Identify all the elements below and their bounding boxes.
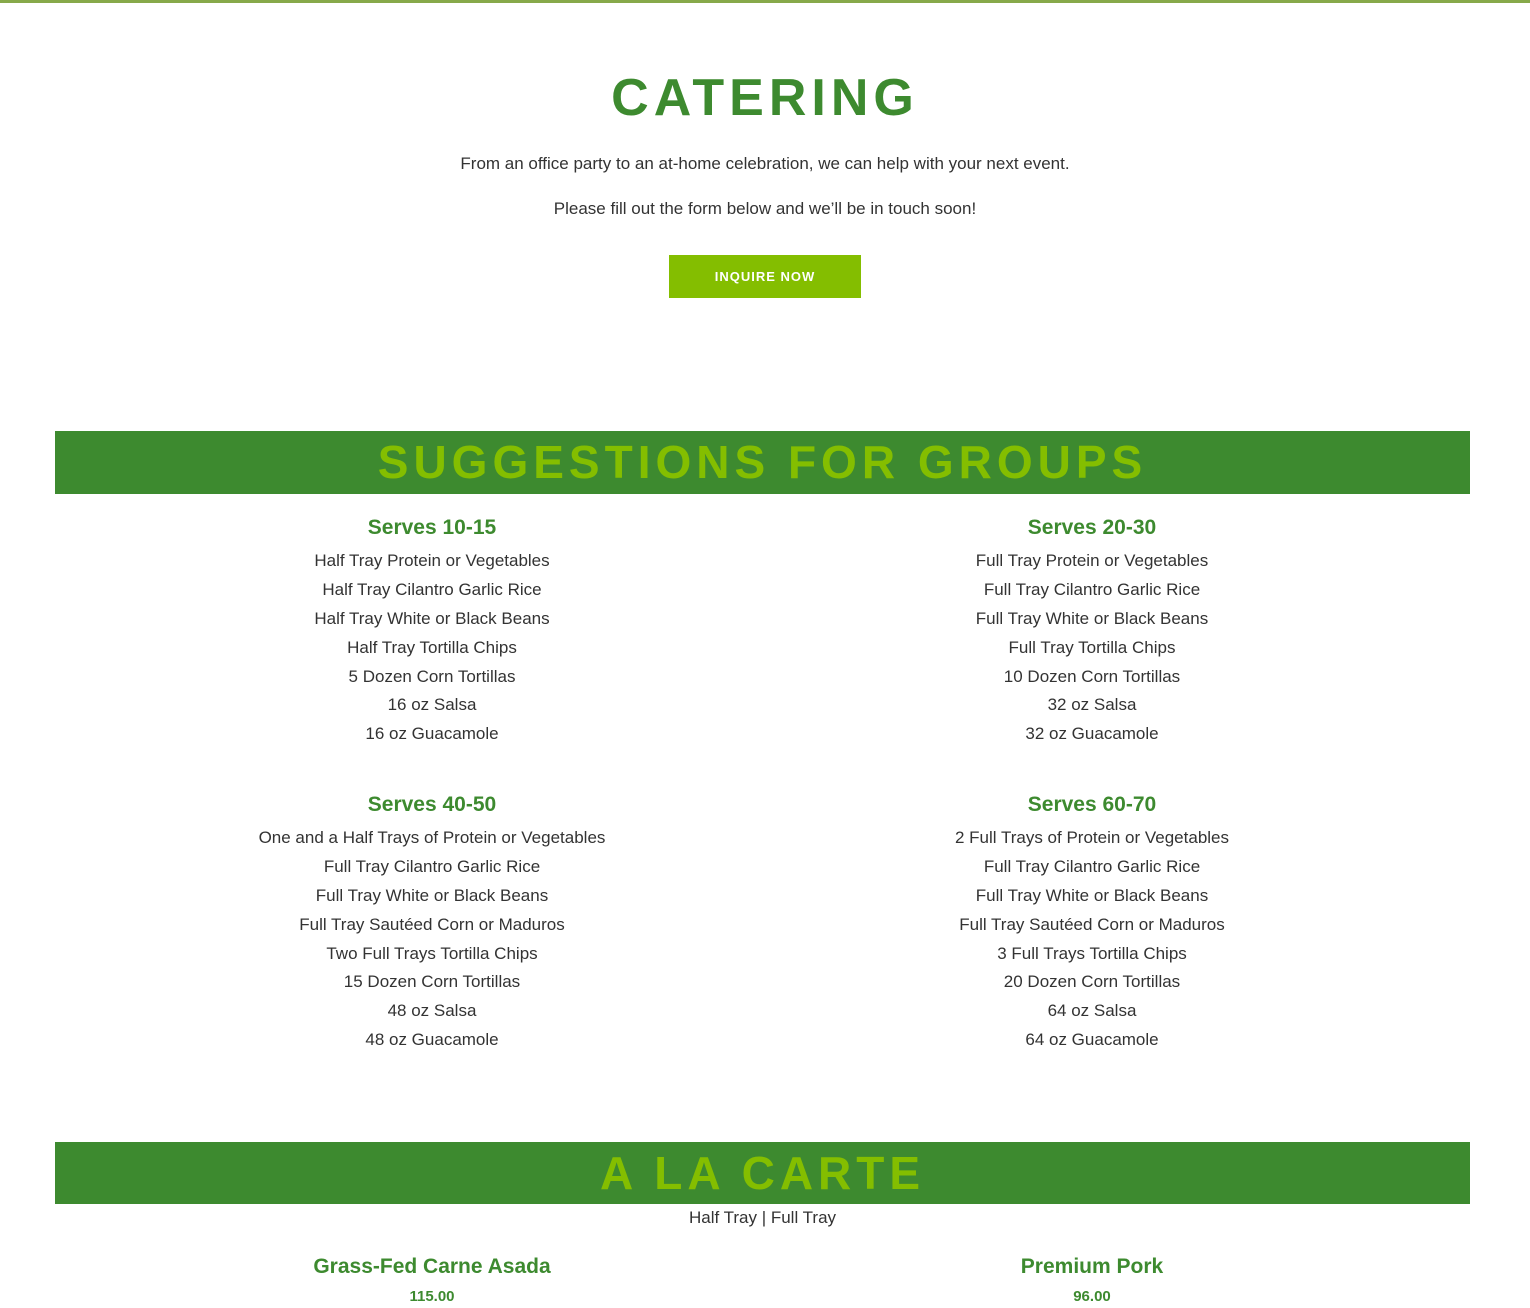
- group-title: Serves 20-30: [1027, 516, 1157, 539]
- group-title: Serves 10-15: [367, 516, 497, 539]
- a-la-carte-section-banner: [55, 1142, 1470, 1204]
- group-serves-10-15: [102, 515, 762, 749]
- group-title: Serves 40-50: [367, 793, 497, 816]
- a-la-carte-section-title: A LA CARTE: [599, 1147, 926, 1199]
- list-item: Half Tray Cilantro Garlic Rice: [322, 579, 542, 599]
- list-item: Full Tray Cilantro Garlic Rice: [983, 856, 1201, 876]
- top-divider: [0, 0, 1530, 3]
- list-item: Half Tray White or Black Beans: [314, 608, 550, 628]
- menu-item-carne-asada: [102, 1254, 762, 1308]
- list-item: Full Tray White or Black Beans: [315, 885, 549, 905]
- list-item: 48 oz Salsa: [387, 1001, 477, 1021]
- list-item: 32 oz Guacamole: [1025, 724, 1159, 744]
- list-item: 16 oz Guacamole: [365, 724, 499, 744]
- groups-section-title: SUGGESTIONS FOR GROUPS: [377, 436, 1148, 488]
- list-item: 64 oz Guacamole: [1025, 1030, 1159, 1050]
- list-item: Full Tray White or Black Beans: [975, 885, 1209, 905]
- list-item: Full Tray White or Black Beans: [975, 608, 1209, 628]
- group-item-list: [102, 547, 762, 749]
- list-item: Half Tray Protein or Vegetables: [314, 551, 550, 570]
- list-item: Half Tray Tortilla Chips: [347, 637, 517, 657]
- list-item: 5 Dozen Corn Tortillas: [348, 666, 516, 686]
- list-item: 3 Full Trays Tortilla Chips: [997, 943, 1187, 963]
- form-prompt-text: Please fill out the form below and we’ll be in touch soon!: [553, 199, 977, 218]
- intro-text: From an office party to an at-home celebration, we can help with your next event.: [460, 154, 1070, 173]
- page-title: CATERING: [611, 69, 919, 127]
- list-item: Full Tray Sautéed Corn or Maduros: [299, 914, 565, 934]
- group-serves-40-50: [102, 792, 762, 1055]
- menu-item-name: Grass-Fed Carne Asada: [313, 1255, 551, 1278]
- group-item-list: [762, 547, 1422, 749]
- list-item: 16 oz Salsa: [387, 695, 477, 715]
- list-item: Full Tray Sautéed Corn or Maduros: [959, 914, 1225, 934]
- list-item: Full Tray Cilantro Garlic Rice: [323, 856, 541, 876]
- list-item: 2 Full Trays of Protein or Vegetables: [954, 828, 1230, 847]
- list-item: 32 oz Salsa: [1047, 695, 1137, 715]
- group-serves-20-30: [762, 515, 1422, 749]
- menu-item-price: 115.00: [409, 1288, 455, 1305]
- group-item-list: [102, 824, 762, 1055]
- group-serves-60-70: [762, 792, 1422, 1055]
- list-item: Full Tray Tortilla Chips: [1008, 637, 1176, 657]
- group-title: Serves 60-70: [1027, 793, 1157, 816]
- list-item: Two Full Trays Tortilla Chips: [326, 943, 538, 963]
- list-item: 10 Dozen Corn Tortillas: [1003, 666, 1181, 686]
- list-item: 64 oz Salsa: [1047, 1001, 1137, 1021]
- group-item-list: [762, 824, 1422, 1055]
- inquire-now-button[interactable]: INQUIRE NOW: [669, 255, 861, 298]
- menu-item-price: 96.00: [1073, 1288, 1111, 1305]
- list-item: 20 Dozen Corn Tortillas: [1003, 972, 1181, 992]
- list-item: Full Tray Protein or Vegetables: [975, 551, 1209, 570]
- groups-section-banner: [55, 431, 1470, 494]
- list-item: One and a Half Trays of Protein or Vegetables: [258, 828, 606, 847]
- menu-item-premium-pork: [762, 1254, 1422, 1308]
- list-item: Full Tray Cilantro Garlic Rice: [983, 579, 1201, 599]
- list-item: 15 Dozen Corn Tortillas: [343, 972, 521, 992]
- list-item: 48 oz Guacamole: [365, 1030, 499, 1050]
- menu-item-name: Premium Pork: [1020, 1255, 1164, 1278]
- tray-size-legend: Half Tray | Full Tray: [688, 1208, 837, 1227]
